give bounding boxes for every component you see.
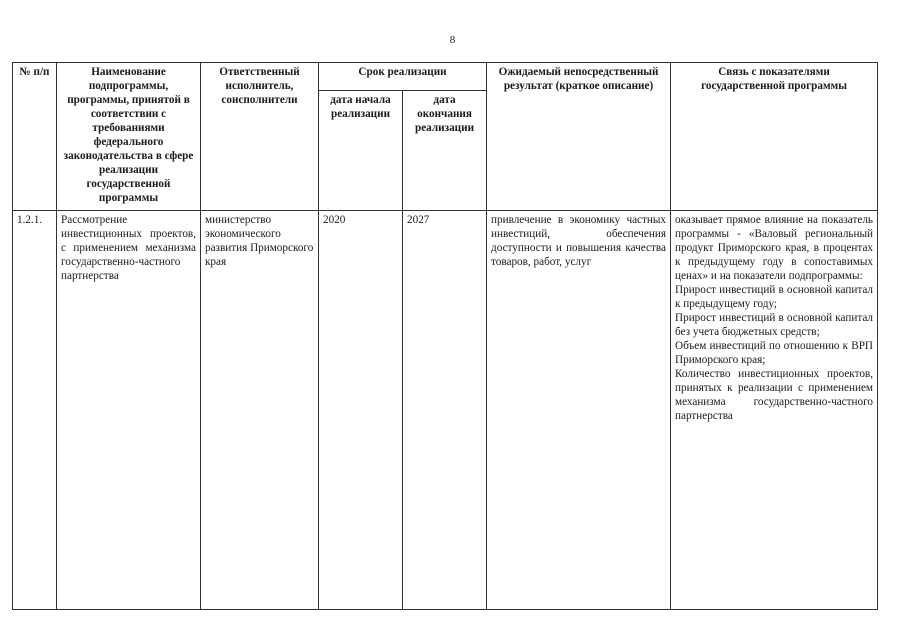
link-line: оказывает прямое влияние на показатель программы - «Валовый региональный продукт Приморского края, в процентах к предыдущему году в сопоставимых ценах» и на показатели подпрограммы: xyxy=(675,214,874,282)
row-result: привлечение в экономику частных инвестиций, обеспечения доступности и повышения качества товаров, работ, услуг xyxy=(487,211,671,610)
header-link: Связь с показателями государственной программы xyxy=(671,63,878,211)
link-line: Объем инвестиций по отношению к ВРП Приморского края; xyxy=(675,340,874,366)
table-row xyxy=(13,211,878,610)
row-end: 2027 xyxy=(403,211,487,610)
page-number: 8 xyxy=(449,34,456,46)
header-result: Ожидаемый непосредственный результат (краткое описание) xyxy=(487,63,671,211)
row-link xyxy=(671,211,878,610)
header-period: Срок реализации xyxy=(319,63,487,91)
link-line: Прирост инвестиций в основной капитал без учета бюджетных средств; xyxy=(675,312,874,338)
header-start: дата начала реализации xyxy=(319,91,403,211)
link-line: Количество инвестиционных проектов, принятых к реализации с применением механизма государственно-частного партнерства xyxy=(675,368,874,422)
header-name: Наименование подпрограммы, программы, принятой в соответствии с требованиями федерального законодательства в сфере реализации государственной программы xyxy=(57,63,201,211)
row-num: 1.2.1. xyxy=(13,211,57,610)
row-executor: министерство экономического развития Приморского края xyxy=(201,211,319,610)
header-end: дата окончания реализации xyxy=(403,91,487,211)
link-line: Прирост инвестиций в основной капитал к предыдущему году; xyxy=(675,284,874,310)
header-num: № п/п xyxy=(13,63,57,211)
row-start: 2020 xyxy=(319,211,403,610)
program-table xyxy=(12,62,878,610)
header-executor: Ответственный исполнитель, соисполнители xyxy=(201,63,319,211)
row-name: Рассмотрение инвестиционных проектов, с применением механизма государственно-частного партнерства xyxy=(57,211,201,610)
